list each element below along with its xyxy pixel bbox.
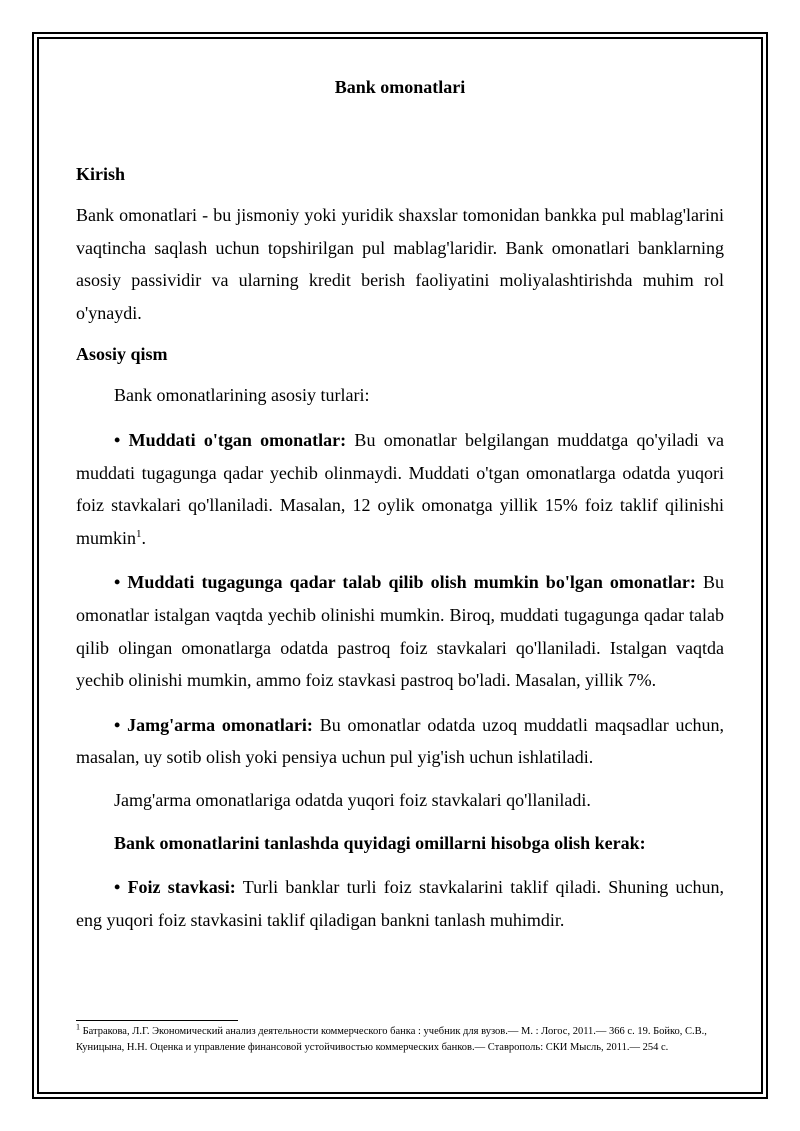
- list-item-term: Jamg'arma omonatlari:: [127, 714, 313, 735]
- list-item: [76, 871, 724, 936]
- footnote-text: Батракова, Л.Г. Экономический анализ деятельности коммерческого банка : учебник для вузов.— М. : Логос, 2011.— 366 с. 19. Бойко, С.В., Куницына, Н.Н. Оценка и управление финансовой устойчивостью коммерческих банков.— Ставрополь: СКИ Мысль, 2011.— 254 с.: [76, 1026, 707, 1053]
- bullet-icon: •: [114, 877, 121, 898]
- list-item: [76, 424, 724, 554]
- bullet-icon: •: [114, 429, 121, 450]
- intro-heading: Kirish: [76, 164, 126, 184]
- list-item-term: Muddati o'tgan omonatlar:: [128, 429, 347, 450]
- list-item-text: Bu omonatlar odatda uzoq muddatli maqsadlar uchun, masalan, uy sotib olish yoki pensiya uchun pul yig'ish uchun ishlatiladi.: [76, 714, 724, 768]
- bullet-icon: •: [114, 572, 121, 593]
- list-item-text: Bu omonatlar istalgan vaqtda yechib olinishi mumkin. Biroq, muddati tugagunga qadar talab qilib olingan omonatlarga odatda pastroq foiz stavkalari qo'llaniladi. Istalgan vaqtda yechib olinishi mumkin, ammo foiz stavkasi pastroq bo'ladi. Masalan, yillik 7%.: [76, 572, 724, 691]
- savings-note: Jamg'arma omonatlariga odatda yuqori foiz stavkalari qo'llaniladi.: [114, 789, 591, 810]
- document-title: Bank omonatlari: [334, 77, 466, 97]
- footnote-separator: [76, 1020, 238, 1021]
- list-item-term: Muddati tugagunga qadar talab qilib olish mumkin bo'lgan omonatlar:: [127, 572, 696, 593]
- list-item: [76, 566, 724, 696]
- main-heading: Asosiy qism: [76, 344, 168, 365]
- factors-heading: [76, 827, 724, 860]
- list-item-term: Foiz stavkasi:: [127, 877, 236, 898]
- footnote-reference[interactable]: 1: [136, 527, 142, 540]
- list-item-tail: .: [141, 527, 147, 548]
- list-item-text: Turli banklar turli foiz stavkalarini taklif qiladi. Shuning uchun, eng yuqori foiz stavkasini taklif qiladigan bankni tanlash muhimdir.: [76, 877, 724, 930]
- bullet-icon: •: [114, 714, 121, 735]
- intro-paragraph: Bank omonatlari - bu jismoniy yoki yuridik shaxslar tomonidan bankka pul mablag'larini vaqtincha saqlash uchun topshirilgan pul mablag'laridir. Bank omonatlari banklarning asosiy passividir va ularning kredit berish faoliyatini moliyalashtirishda muhim rol o'ynaydi.: [76, 205, 724, 323]
- list-item-text: Bu omonatlar belgilangan muddatga qo'yiladi va muddati tugagunga qadar yechib olinmaydi. Muddati o'tgan omonatlarga odatda yuqori foiz stavkalari qo'llaniladi. Masalan, 12 oylik omonatga yillik 15% foiz taklif qilinishi mumkin: [76, 429, 724, 548]
- document-body: [76, 72, 724, 936]
- footnote: [76, 1024, 724, 1056]
- list-item: [76, 709, 724, 774]
- types-intro: Bank omonatlarining asosiy turlari:: [114, 385, 370, 406]
- footnote-number: 1: [76, 1022, 80, 1032]
- factors-heading-text: Bank omonatlarini tanlashda quyidagi omillarni hisobga olish kerak:: [114, 832, 646, 853]
